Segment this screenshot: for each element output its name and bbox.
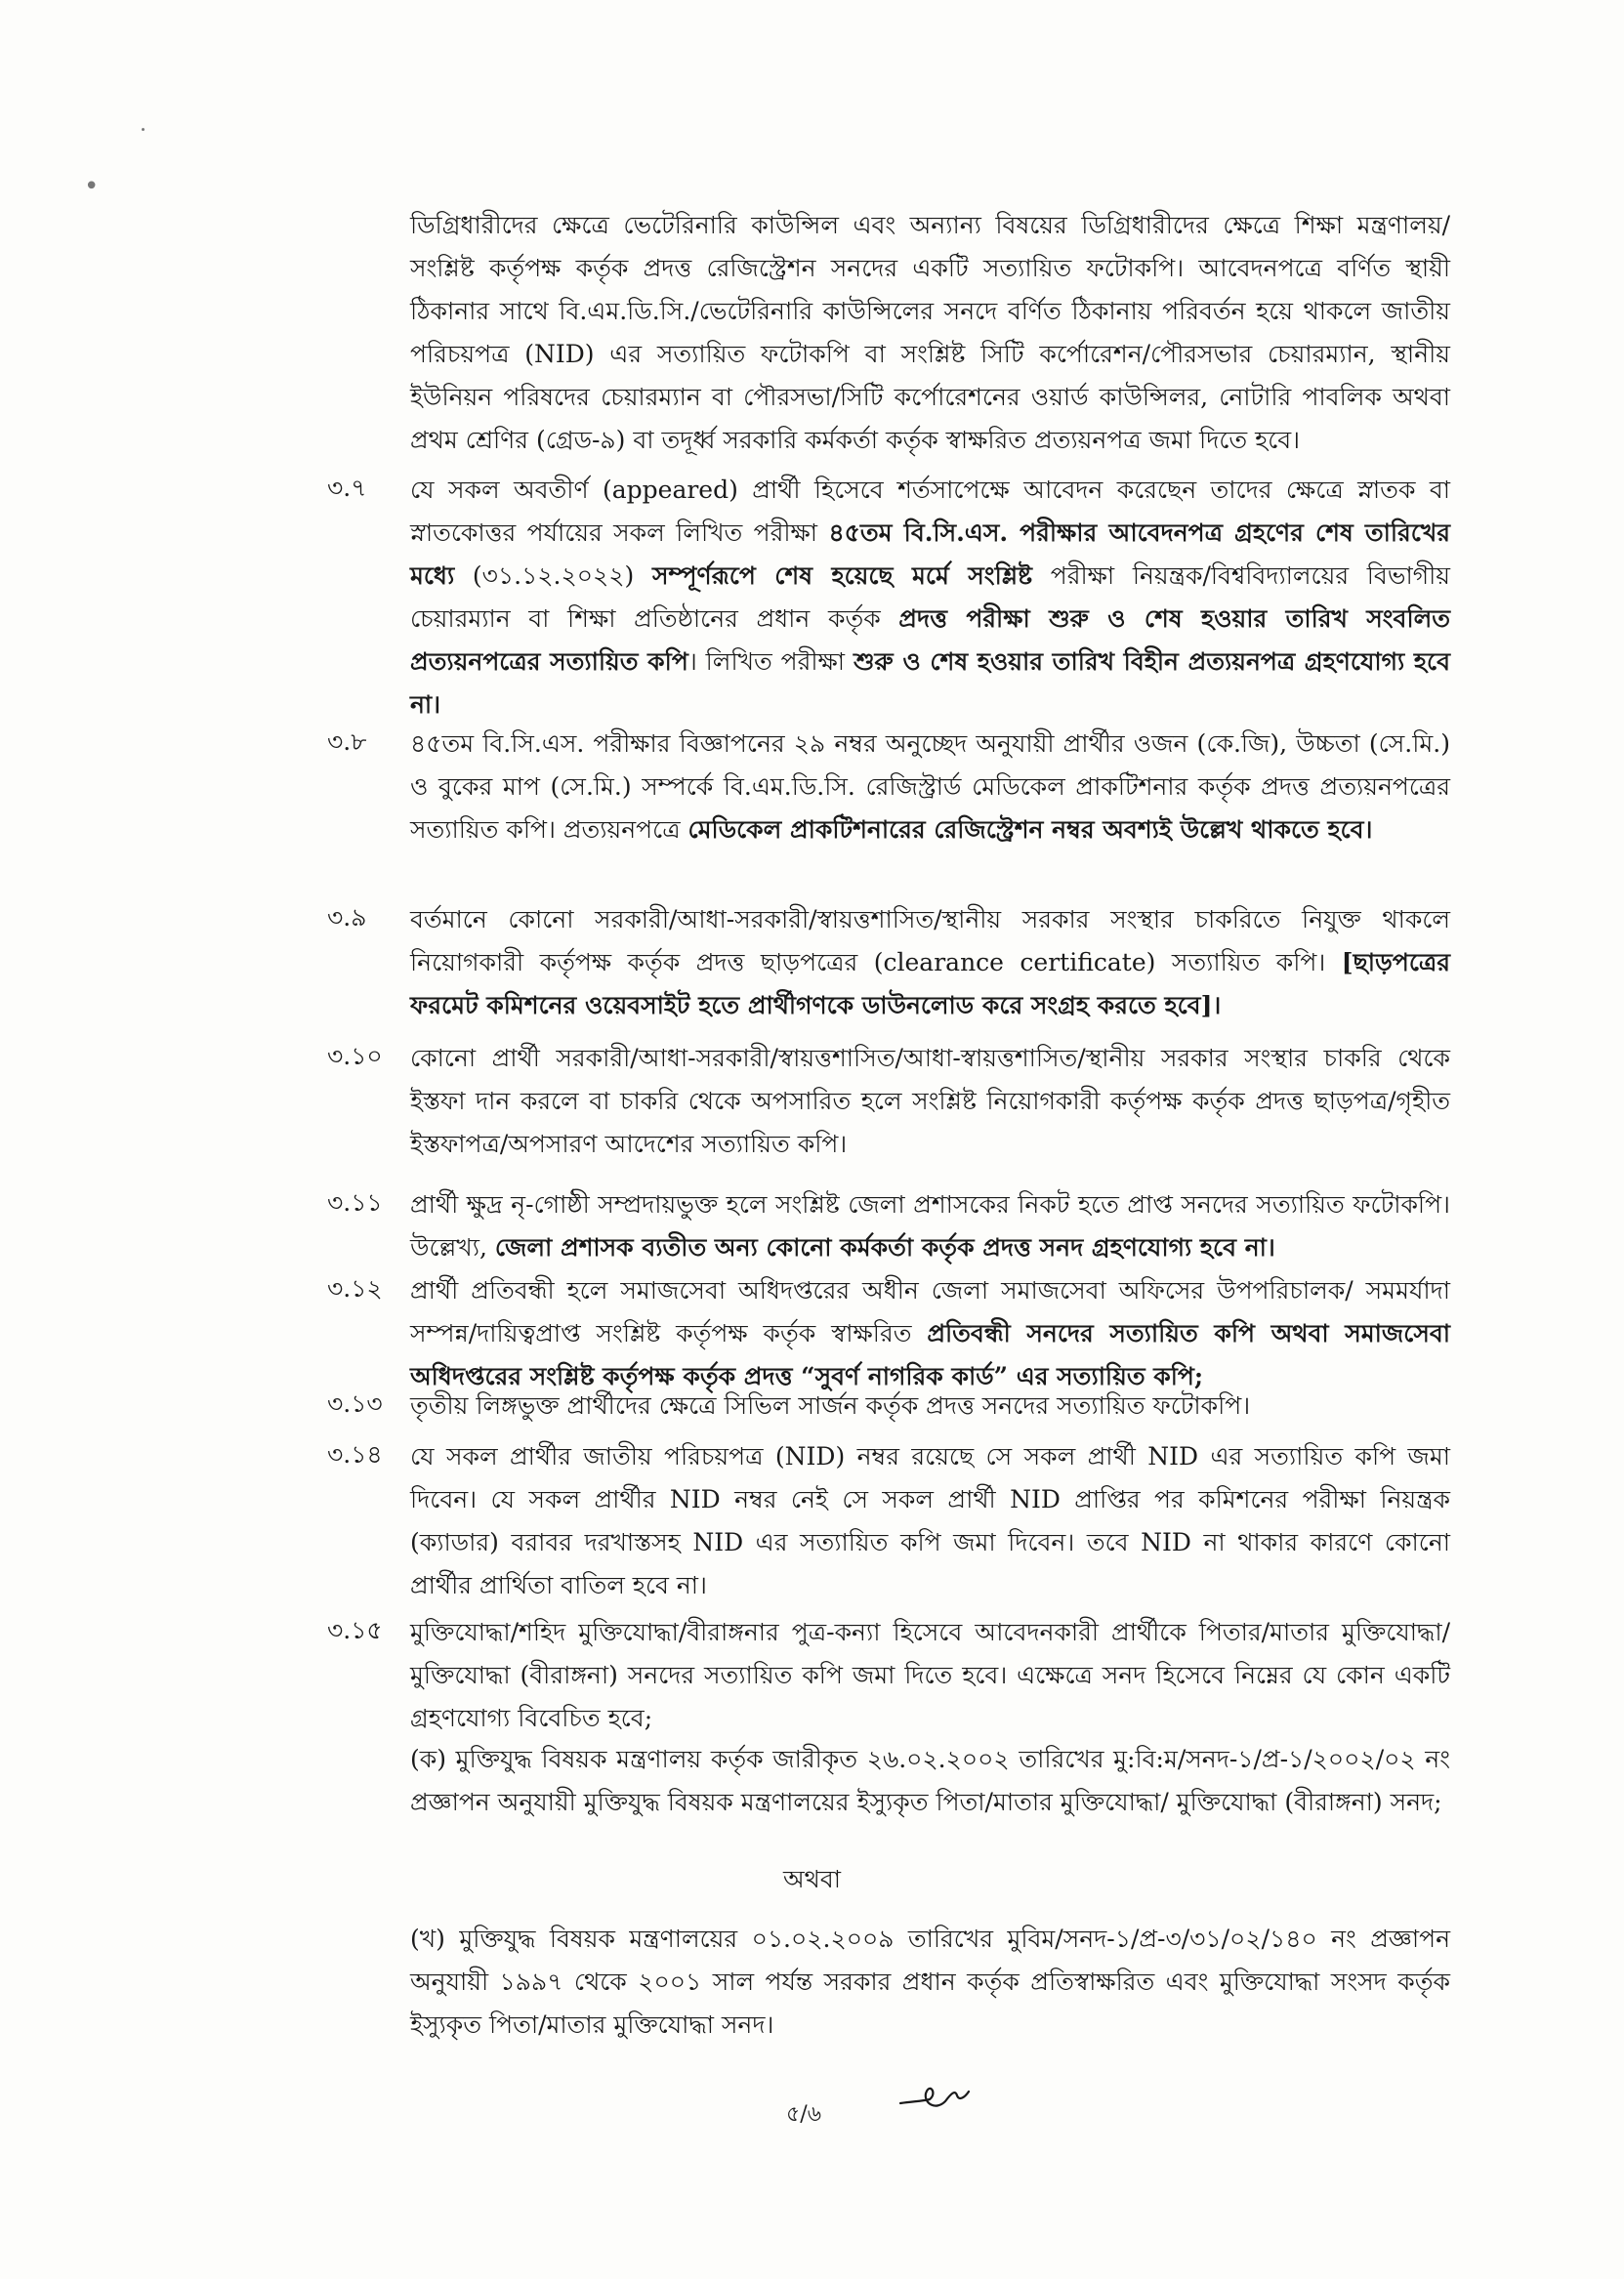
clause-3-14: [327, 1435, 1450, 1607]
clause-number: ৩.১১: [327, 1188, 383, 1217]
clause-text: প্রার্থী ক্ষুদ্র নৃ-গোষ্ঠী সম্প্রদায়ভুক্ত হলে সংশ্লিষ্ট জেলা প্রশাসকের নিকট হতে প্রাপ্ত সনদের সত্যায়িত ফটোকপি। উল্লেখ্য, জেলা প্রশাসক ব্যতীত অন্য কোনো কর্মকর্তা কর্তৃক প্রদত্ত সনদ গ্রহণযোগ্য হবে না।: [410, 1190, 1450, 1262]
scan-speck: •: [84, 172, 100, 201]
clause-text: তৃতীয় লিঙ্গভুক্ত প্রার্থীদের ক্ষেত্রে সিভিল সার্জন কর্তৃক প্রদত্ত সনদের সত্যায়িত ফটোকপি।: [410, 1391, 1251, 1420]
clause-3-8: [327, 723, 1450, 851]
or-separator: অথবা: [782, 1865, 841, 1893]
clause-number: ৩.১৪: [327, 1440, 383, 1469]
sub-clause-kha: (খ) মুক্তিযুদ্ধ বিষয়ক মন্ত্রণালয়ের ০১.০২.২০০৯ তারিখের মুবিম/সনদ-১/প্র-৩/৩১/০২/১৪০ নং প্রজ্ঞাপন অনুযায়ী ১৯৯৭ থেকে ২০০১ সাল পর্যন্ত সরকার প্রধান কর্তৃক প্রতিস্বাক্ষরিত এবং মুক্তিযোদ্ধা সংসদ কর্তৃক ইস্যুকৃত পিতা/মাতার মুক্তিযোদ্ধা সনদ।: [410, 1925, 1450, 2039]
clause-text: কোনো প্রার্থী সরকারী/আধা-সরকারী/স্বায়ত্তশাসিত/আধা-স্বায়ত্তশাসিত/স্থানীয় সরকার সংস্থার চাকরি থেকে ইস্তফা দান করলে বা চাকরি থেকে অপসারিত হলে সংশ্লিষ্ট নিয়োগকারী কর্তৃপক্ষ কর্তৃক প্রদত্ত ছাড়পত্র/গৃহীত ইস্তফাপত্র/অপসারণ আদেশের সত্যায়িত কপি।: [410, 1044, 1450, 1158]
clause-number: ৩.৭: [327, 474, 367, 502]
scan-speck: ˙: [137, 125, 149, 154]
clause-text: যে সকল অবতীর্ণ (appeared) প্রার্থী হিসেবে শর্তসাপেক্ষে আবেদন করেছেন তাদের ক্ষেত্রে স্নাতক বা স্নাতকোত্তর পর্যায়ের সকল লিখিত পরীক্ষা ৪৫তম বি.সি.এস. পরীক্ষার আবেদনপত্র গ্রহণের শেষ তারিখের মধ্যে (৩১.১২.২০২২) সম্পূর্ণরূপে শেষ হয়েছে মর্মে সংশ্লিষ্ট পরীক্ষা নিয়ন্ত্রক/বিশ্ববিদ্যালয়ের বিভাগীয় চেয়ারম্যান বা শিক্ষা প্রতিষ্ঠানের প্রধান কর্তৃক প্রদত্ত পরীক্ষা শুরু ও শেষ হওয়ার তারিখ সংবলিত প্রত্যয়নপত্রের সত্যায়িত কপি। লিখিত পরীক্ষা শুরু ও শেষ হওয়ার তারিখ বিহীন প্রত্যয়নপত্র গ্রহণযোগ্য হবে না।: [410, 476, 1450, 719]
clause-text: ৪৫তম বি.সি.এস. পরীক্ষার বিজ্ঞাপনের ২৯ নম্বর অনুচ্ছেদ অনুযায়ী প্রার্থীর ওজন (কে.জি), উচ্চতা (সে.মি.) ও বুকের মাপ (সে.মি.) সম্পর্কে বি.এম.ডি.সি. রেজিস্ট্রার্ড মেডিকেল প্রাকটিশনার কর্তৃক প্রদত্ত প্রত্যয়নপত্রের সত্যায়িত কপি। প্রত্যয়নপত্রে মেডিকেল প্রাকটিশনারের রেজিস্ট্রেশন নম্বর অবশ্যই উল্লেখ থাকতে হবে।: [410, 729, 1450, 844]
page-number: ৫/৬: [786, 2102, 821, 2127]
clause-number: ৩.১২: [327, 1274, 383, 1303]
intro-paragraph: ডিগ্রিধারীদের ক্ষেত্রে ভেটেরিনারি কাউন্সিল এবং অন্যান্য বিষয়ের ডিগ্রিধারীদের ক্ষেত্রে শিক্ষা মন্ত্রণালয়/সংশ্লিষ্ট কর্তৃপক্ষ কর্তৃক প্রদত্ত রেজিস্ট্রেশন সনদের একটি সত্যায়িত ফটোকপি। আবেদনপত্রে বর্ণিত স্থায়ী ঠিকানার সাথে বি.এম.ডি.সি./ভেটেরিনারি কাউন্সিলের সনদে বর্ণিত ঠিকানায় পরিবর্তন হয়ে থাকলে জাতীয় পরিচয়পত্র (NID) এর সত্যায়িত ফটোকপি বা সংশ্লিষ্ট সিটি কর্পোরেশন/পৌরসভার চেয়ারম্যান, স্থানীয় ইউনিয়ন পরিষদের চেয়ারম্যান বা পৌরসভা/সিটি কর্পোরেশনের ওয়ার্ড কাউন্সিলর, নোটারি পাবলিক অথবা প্রথম শ্রেণির (গ্রেড-৯) বা তদূর্ধ্ব সরকারি কর্মকর্তা কর্তৃক স্বাক্ষরিত প্রত্যয়নপত্র জমা দিতে হবে।: [410, 211, 1450, 454]
clause-text: যে সকল প্রার্থীর জাতীয় পরিচয়পত্র (NID) নম্বর রয়েছে সে সকল প্রার্থী NID এর সত্যায়িত কপি জমা দিবেন। যে সকল প্রার্থীর NID নম্বর নেই সে সকল প্রার্থী NID প্রাপ্তির পর কমিশনের পরীক্ষা নিয়ন্ত্রক (ক্যাডার) বরাবর দরখাস্তসহ NID এর সত্যায়িত কপি জমা দিবেন। তবে NID না থাকার কারণে কোনো প্রার্থীর প্রার্থিতা বাতিল হবে না।: [410, 1442, 1450, 1599]
clause-text: প্রার্থী প্রতিবন্ধী হলে সমাজসেবা অধিদপ্তরের অধীন জেলা সমাজসেবা অফিসের উপপরিচালক/ সমমর্যাদা সম্পন্ন/দায়িত্বপ্রাপ্ত সংশ্লিষ্ট কর্তৃপক্ষ কর্তৃক স্বাক্ষরিত প্রতিবন্ধী সনদের সত্যায়িত কপি অথবা সমাজসেবা অধিদপ্তরের সংশ্লিষ্ট কর্তৃপক্ষ কর্তৃক প্রদত্ত “সুবর্ণ নাগরিক কার্ড” এর সত্যায়িত কপি;: [410, 1276, 1450, 1390]
sub-clause-ka: (ক) মুক্তিযুদ্ধ বিষয়ক মন্ত্রণালয় কর্তৃক জারীকৃত ২৬.০২.২০০২ তারিখের মু:বি:ম/সনদ-১/প্র-১/২০০২/০২ নং প্রজ্ঞাপন অনুযায়ী মুক্তিযুদ্ধ বিষয়ক মন্ত্রণালয়ের ইস্যুকৃত পিতা/মাতার মুক্তিযোদ্ধা/ মুক্তিযোদ্ধা (বীরাঙ্গনা) সনদ;: [410, 1745, 1450, 1816]
clause-number: ৩.৯: [327, 903, 367, 932]
clause-text: মুক্তিযোদ্ধা/শহিদ মুক্তিযোদ্ধা/বীরাঙ্গনার পুত্র-কন্যা হিসেবে আবেদনকারী প্রার্থীকে পিতার/মাতার মুক্তিযোদ্ধা/মুক্তিযোদ্ধা (বীরাঙ্গনা) সনদের সত্যায়িত কপি জমা দিতে হবে। এক্ষেত্রে সনদ হিসেবে নিম্নের যে কোন একটি গ্রহণযোগ্য বিবেচিত হবে;: [410, 1618, 1450, 1732]
clause-3-7: [327, 469, 1450, 726]
clause-3-10: [327, 1037, 1450, 1166]
signature-mark: [896, 2072, 994, 2131]
clause-3-9: [327, 898, 1450, 1027]
clause-number: ৩.৮: [327, 727, 367, 756]
clause-number: ৩.১৫: [327, 1616, 383, 1644]
clause-3-12: [327, 1269, 1450, 1398]
clause-3-13: [327, 1385, 1450, 1428]
clause-number: ৩.১০: [327, 1042, 383, 1070]
clause-text: বর্তমানে কোনো সরকারী/আধা-সরকারী/স্বায়ত্তশাসিত/স্থানীয় সরকার সংস্থার চাকরিতে নিযুক্ত থাকলে নিয়োগকারী কর্তৃপক্ষ কর্তৃক প্রদত্ত ছাড়পত্রের (clearance certificate) সত্যায়িত কপি। [ছাড়পত্রের ফরমেট কমিশনের ওয়েবসাইট হতে প্রার্থীগণকে ডাউনলোড করে সংগ্রহ করতে হবে]।: [410, 905, 1450, 1019]
clause-3-11: [327, 1183, 1450, 1269]
clause-3-15: [327, 1611, 1450, 1740]
clause-number: ৩.১৩: [327, 1389, 383, 1418]
